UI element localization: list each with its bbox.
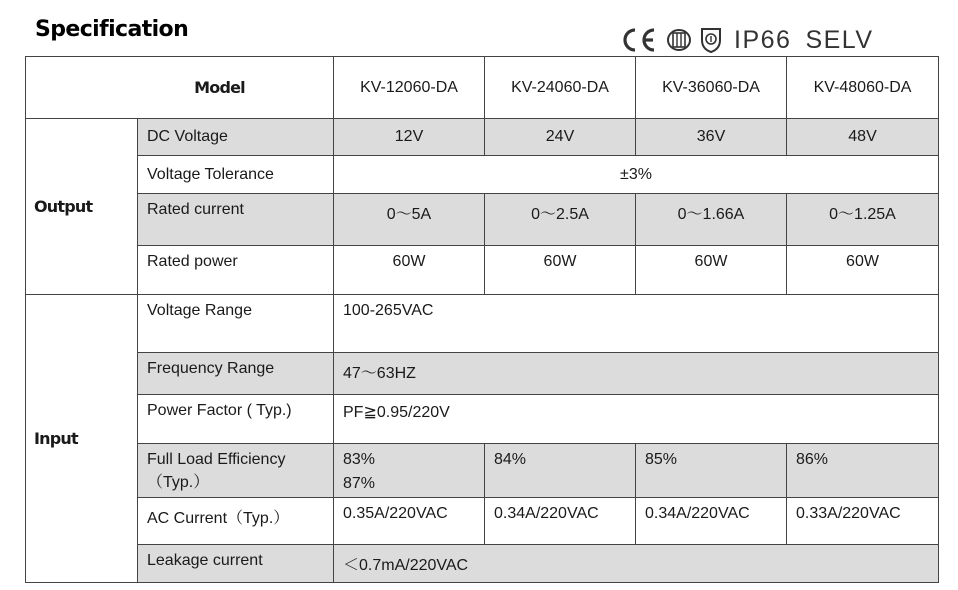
rated-current-row — [26, 194, 939, 246]
row-label: Voltage Tolerance — [138, 156, 334, 194]
efficiency-extra-value: 87% — [343, 475, 376, 492]
model-header: Model — [26, 57, 334, 119]
model-header-row — [26, 57, 939, 119]
table-cell: 12V — [334, 119, 485, 156]
table-cell: 47～63HZ — [334, 353, 939, 395]
dc-voltage-row — [26, 119, 939, 156]
table-cell: 0.34A/220VAC — [636, 498, 787, 545]
table-cell: 60W — [485, 246, 636, 295]
ac-current-row — [26, 498, 939, 545]
table-cell: 0.35A/220VAC — [334, 498, 485, 545]
model-name: KV-24060-DA — [485, 57, 636, 119]
voltage-tolerance-row — [26, 156, 939, 194]
model-name: KV-48060-DA — [787, 57, 939, 119]
table-cell: 0～2.5A — [485, 194, 636, 246]
frequency-range-row — [26, 353, 939, 395]
safety-shield-icon — [698, 26, 724, 54]
row-label: Voltage Range — [138, 295, 334, 353]
table-cell: 100-265VAC — [334, 295, 939, 353]
row-label: Rated power — [138, 246, 334, 295]
table-cell: 84% — [485, 444, 636, 498]
table-cell: 24V — [485, 119, 636, 156]
row-label: DC Voltage — [138, 119, 334, 156]
leakage-current-row — [26, 545, 939, 583]
table-cell: 0～5A — [334, 194, 485, 246]
table-cell: ±3% — [334, 156, 939, 194]
row-label: Frequency Range — [138, 353, 334, 395]
table-cell: 0～1.25A — [787, 194, 939, 246]
table-cell: 86% — [787, 444, 939, 498]
table-cell: 60W — [787, 246, 939, 295]
table-cell: 60W — [636, 246, 787, 295]
rated-power-row — [26, 246, 939, 295]
enec-mark-icon — [664, 26, 694, 54]
row-label: Leakage current — [138, 545, 334, 583]
ip-rating-label: IP66 — [734, 25, 792, 54]
row-label: Power Factor ( Typ.) — [138, 395, 334, 444]
table-cell: 48V — [787, 119, 939, 156]
efficiency-row — [26, 444, 939, 498]
table-cell: 85% — [636, 444, 787, 498]
table-cell: ＜0.7mA/220VAC — [334, 545, 939, 583]
output-group-label: Output — [26, 119, 138, 295]
row-label: Full Load Efficiency（Typ.） — [138, 444, 334, 498]
table-cell: 0.33A/220VAC — [787, 498, 939, 545]
page-title: Specification — [35, 17, 189, 42]
specification-table — [25, 56, 939, 583]
certification-marks — [618, 26, 874, 54]
model-name: KV-36060-DA — [636, 57, 787, 119]
table-cell: 0.34A/220VAC — [485, 498, 636, 545]
selv-label: SELV — [805, 25, 874, 54]
efficiency-value: 83% — [343, 451, 376, 468]
power-factor-row — [26, 395, 939, 444]
table-cell: 36V — [636, 119, 787, 156]
ce-mark-icon — [618, 26, 658, 54]
row-label: Rated current — [138, 194, 334, 246]
input-group-label: Input — [26, 295, 138, 583]
table-cell: PF≧0.95/220V — [334, 395, 939, 444]
voltage-range-row — [26, 295, 939, 353]
table-cell: 60W — [334, 246, 485, 295]
row-label: AC Current（Typ.） — [138, 498, 334, 545]
model-name: KV-12060-DA — [334, 57, 485, 119]
table-cell — [334, 444, 485, 498]
table-cell: 0～1.66A — [636, 194, 787, 246]
